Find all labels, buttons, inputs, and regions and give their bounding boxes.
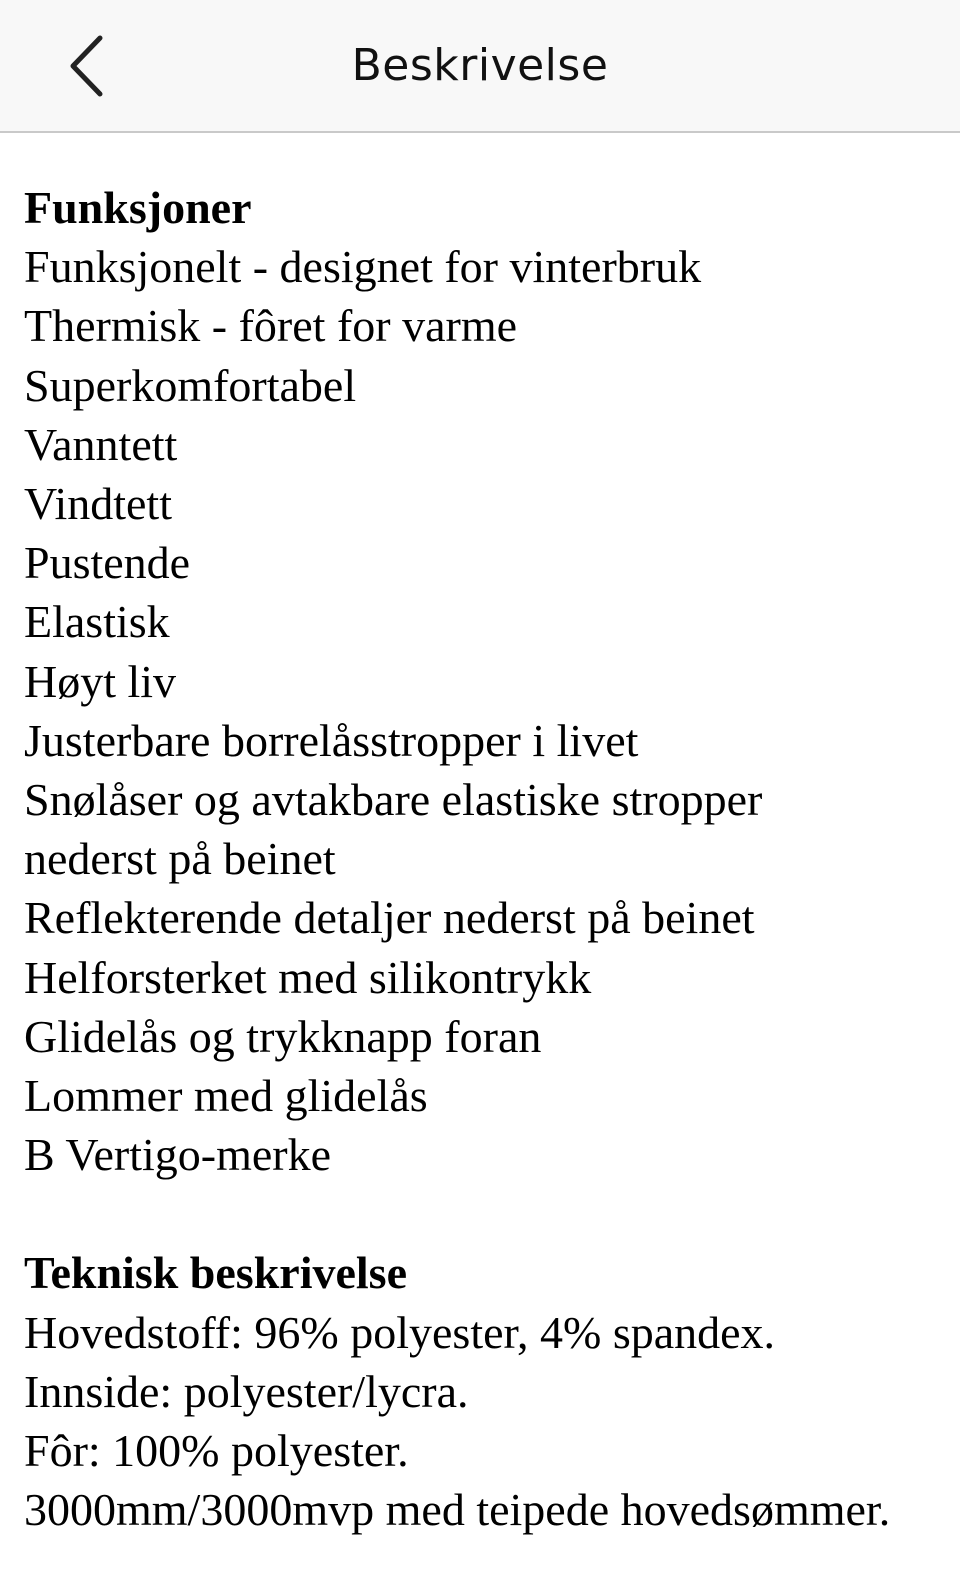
section-heading: Funksjoner bbox=[24, 182, 252, 233]
feature-line: Lommer med glidelås bbox=[24, 1070, 428, 1122]
feature-line: Vindtett bbox=[24, 478, 172, 530]
technical-line: Hovedstoff: 96% polyester, 4% spandex. bbox=[24, 1306, 776, 1358]
description-content bbox=[24, 178, 950, 1539]
feature-line: Funksjonelt - designet for vinterbruk bbox=[24, 241, 702, 293]
feature-line: Pustende bbox=[24, 537, 191, 589]
feature-line: Snølåser og avtakbare elastiske stropper bbox=[24, 774, 763, 826]
technical-line: 3000mm/3000mvp med teipede hovedsømmer. bbox=[24, 1484, 891, 1536]
page-title: Beskrivelse bbox=[351, 40, 609, 91]
section-features bbox=[24, 178, 950, 1184]
feature-line: Justerbare borrelåsstropper i livet bbox=[24, 714, 639, 766]
section-technical bbox=[24, 1243, 950, 1539]
feature-line: Glidelås og trykknapp foran bbox=[24, 1010, 542, 1062]
feature-line: Superkomfortabel bbox=[24, 359, 357, 411]
feature-line: Reflekterende detaljer nederst på beinet bbox=[24, 892, 755, 944]
section-heading: Teknisk beskrivelse bbox=[24, 1247, 408, 1299]
feature-line: B Vertigo-merke bbox=[24, 1129, 332, 1181]
navigation-bar bbox=[0, 0, 960, 133]
feature-line: Høyt liv bbox=[24, 655, 177, 707]
feature-line: Helforsterket med silikontrykk bbox=[24, 951, 592, 1003]
technical-line: Fôr: 100% polyester. bbox=[24, 1425, 409, 1477]
technical-line: Innside: polyester/lycra. bbox=[24, 1365, 469, 1417]
feature-line: Thermisk - fôret for varme bbox=[24, 300, 518, 352]
feature-line: Vanntett bbox=[24, 418, 178, 470]
feature-line: nederst på beinet bbox=[24, 833, 336, 885]
feature-line: Elastisk bbox=[24, 596, 170, 648]
